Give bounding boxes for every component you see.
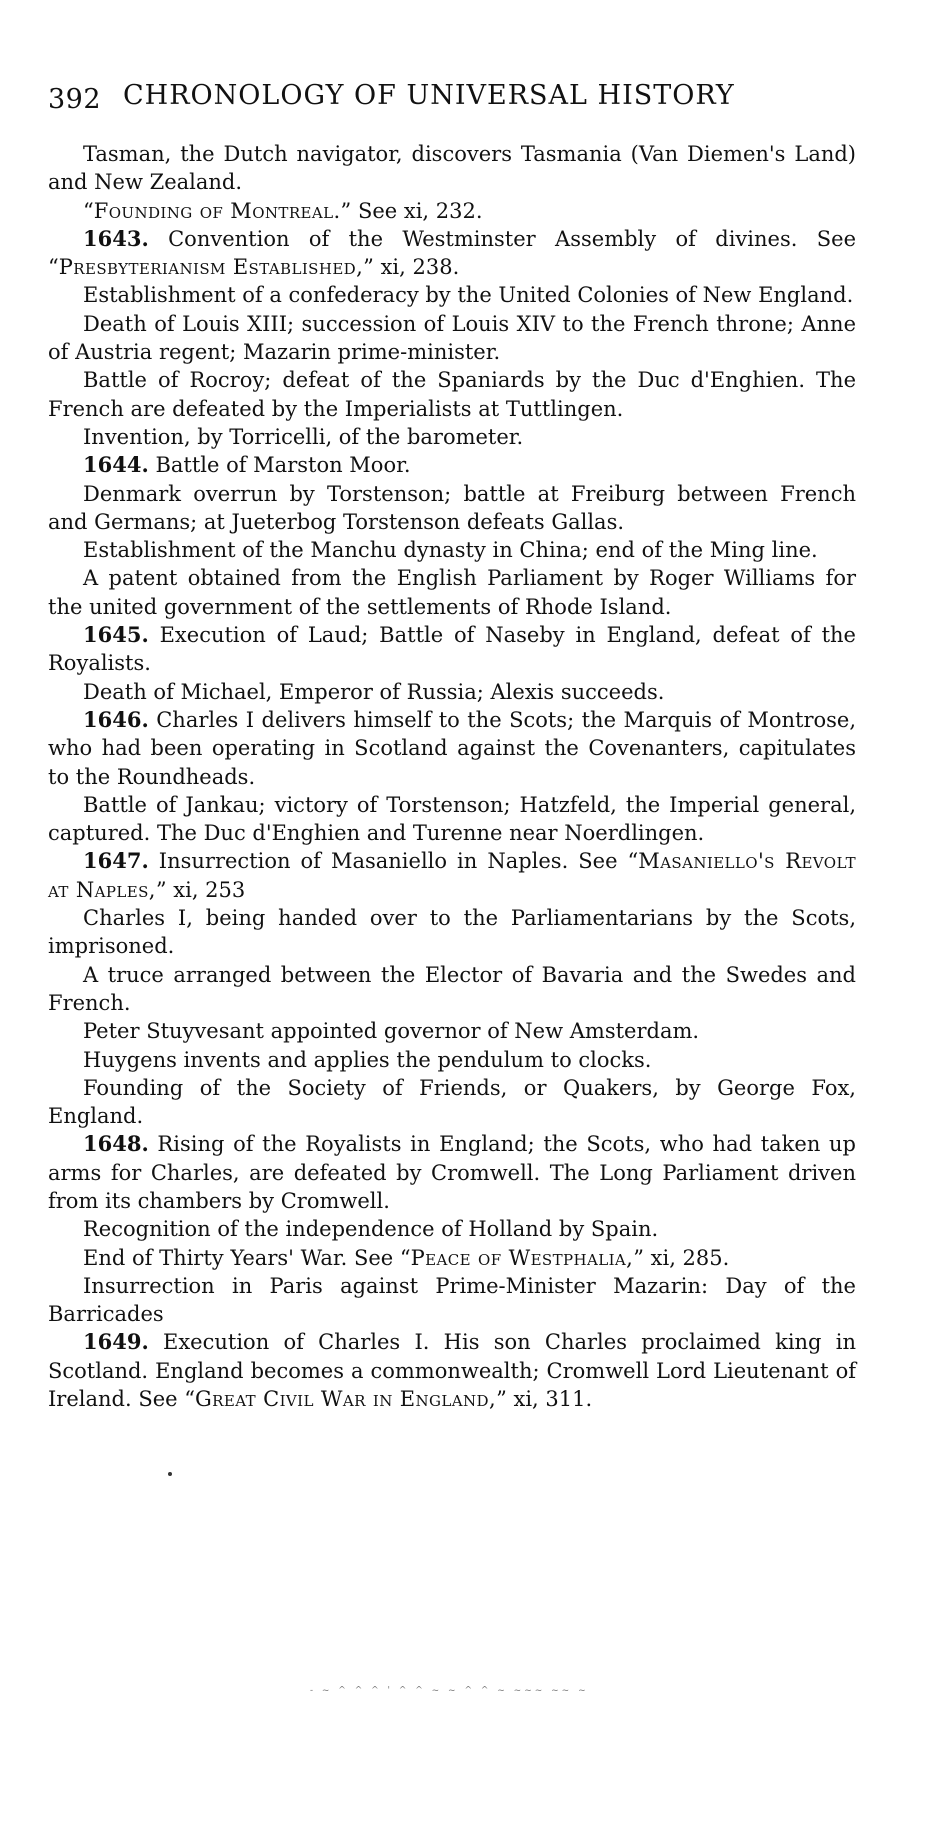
entry-paragraph: 1644. Battle of Marston Moor. (83, 452, 411, 478)
entry-paragraph: Insurrection in Paris against Prime-Minister Mazarin: Day of the Barricades (48, 1273, 856, 1327)
chronology-body (48, 140, 856, 1413)
page-header (48, 80, 908, 120)
entry-paragraph: 1647. Insurrection of Masaniello in Naples. See “Masaniello's Revolt at Naples,” xi, 253 (48, 848, 857, 902)
year-label: 1643. (83, 225, 149, 251)
stray-ink-mark (168, 1472, 172, 1476)
page-number: 392 (48, 84, 102, 115)
entry-paragraph: Huygens invents and applies the pendulum to clocks. (83, 1047, 652, 1072)
cross-reference: Presbyterianism Established, (58, 255, 364, 280)
entry-paragraph: Establishment of the Manchu dynasty in China; end of the Ming line. (83, 538, 818, 563)
year-label: 1648. (83, 1131, 149, 1157)
entry-paragraph: A truce arranged between the Elector of Bavaria and the Swedes and French. (48, 962, 856, 1015)
entry-paragraph: 1648. Rising of the Royalists in England; the Scots, who had taken up arms for Charles, are defeated by Cromwell. The Long Parliament driven from its chambers by Cromwell. (48, 1131, 856, 1213)
year-label: 1644. (83, 452, 149, 478)
entry-paragraph: Battle of Jankau; victory of Torstenson; Hatzfeld, the Imperial general, captured. The Duc d'Enghien and Turenne near Noerdlingen. (48, 792, 856, 846)
entry-paragraph: “Founding of Montreal.” See xi, 232. (83, 198, 483, 223)
year-label: 1647. (83, 848, 149, 874)
entry-paragraph: 1645. Execution of Laud; Battle of Naseby in England, defeat of the Royalists. (48, 622, 856, 676)
entry-paragraph: Denmark overrun by Torstenson; battle at Freiburg between French and Germans; at Jueterbog Torstenson defeats Gallas. (48, 481, 856, 534)
entry-paragraph: Peter Stuyvesant appointed governor of New Amsterdam. (83, 1019, 700, 1044)
entry-paragraph: Invention, by Torricelli, of the barometer. (83, 424, 524, 449)
cross-reference: Founding of Montreal. (93, 198, 341, 223)
year-label: 1646. (83, 706, 149, 732)
show-through-marks: - ~ ^ ^ ^ ' ^ ^ ~ ~ ^ ^ ~ ~~~ ~~ ~ (310, 1686, 589, 1696)
entry-paragraph: Death of Louis XIII; succession of Louis XIV to the French throne; Anne of Austria regent; Mazarin prime-minister. (48, 311, 856, 365)
entry-paragraph: 1649. Execution of Charles I. His son Charles proclaimed king in Scotland. England becomes a commonwealth; Cromwell Lord Lieutenant of Ireland. See “Great Civil War in England,” xi, 311. (48, 1329, 856, 1412)
year-label: 1645. (83, 622, 149, 648)
entry-paragraph: Establishment of a confederacy by the United Colonies of New England. (83, 283, 854, 308)
entry-paragraph: Tasman, the Dutch navigator, discovers Tasmania (Van Diemen's Land) and New Zealand. (48, 142, 856, 195)
entry-paragraph: End of Thirty Years' War. See “Peace of Westphalia,” xi, 285. (83, 1245, 730, 1270)
entry-paragraph: Death of Michael, Emperor of Russia; Alexis succeeds. (83, 679, 665, 704)
cross-reference: Peace of Westphalia, (410, 1245, 634, 1270)
entry-paragraph: Battle of Rocroy; defeat of the Spaniards by the Duc d'Enghien. The French are defeated by the Imperialists at Tuttlingen. (48, 368, 856, 421)
cross-reference: Masaniello's Revolt at Naples, (48, 849, 857, 902)
entry-paragraph: A patent obtained from the English Parliament by Roger Williams for the united government of the settlements of Rhode Island. (48, 566, 856, 619)
running-title: CHRONOLOGY OF UNIVERSAL HISTORY (123, 80, 735, 111)
cross-reference: Great Civil War in England, (194, 1387, 497, 1412)
entry-paragraph: 1646. Charles I delivers himself to the Scots; the Marquis of Montrose, who had been operating in Scotland against the Covenanters, capitulates to the Roundheads. (48, 706, 856, 789)
entry-paragraph: 1643. Convention of the Westminster Assembly of divines. See “Presbyterianism Established,” xi, 238. (48, 225, 856, 280)
entry-paragraph: Recognition of the independence of Holland by Spain. (83, 1217, 659, 1242)
entry-paragraph: Charles I, being handed over to the Parliamentarians by the Scots, imprisoned. (48, 906, 856, 959)
entry-paragraph: Founding of the Society of Friends, or Quakers, by George Fox, England. (48, 1075, 856, 1129)
year-label: 1649. (83, 1329, 149, 1355)
